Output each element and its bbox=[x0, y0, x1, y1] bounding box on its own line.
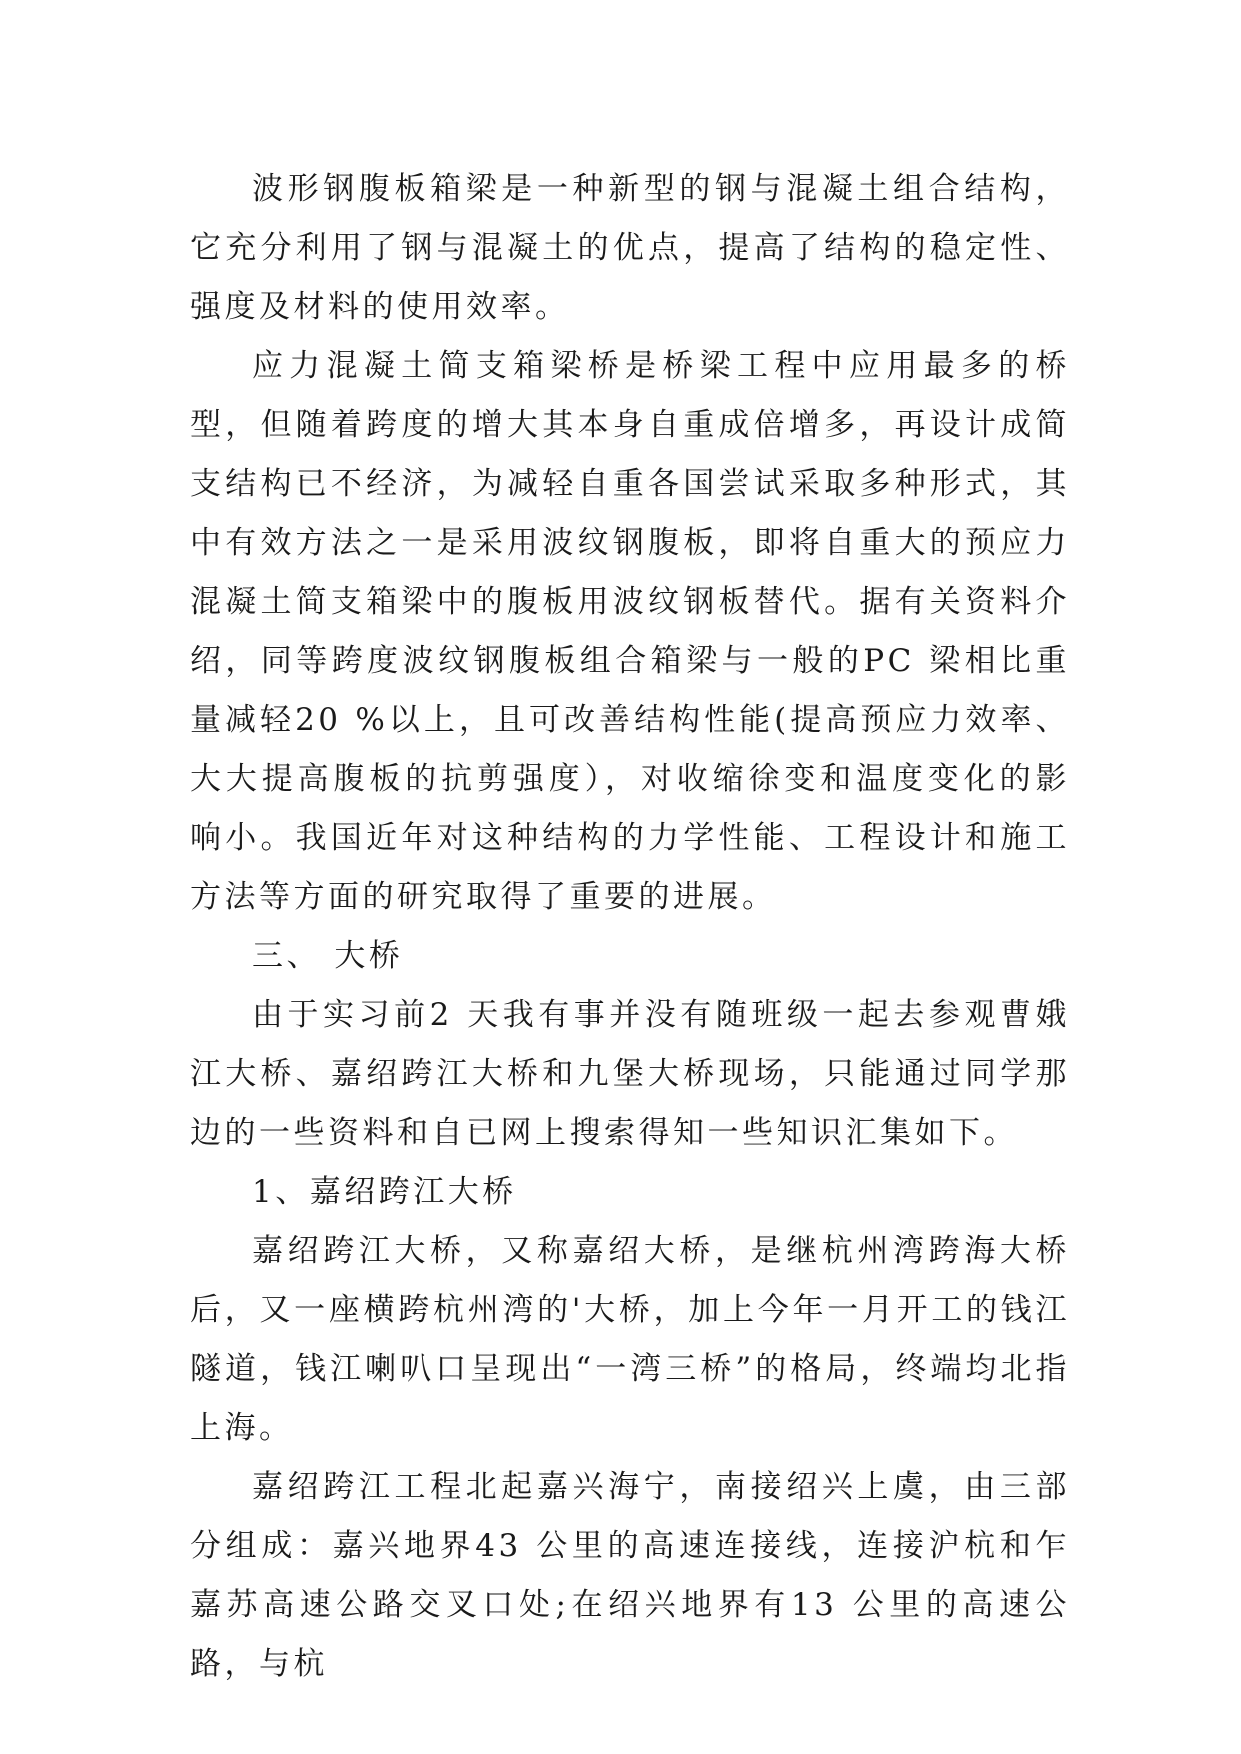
subheading-jiashao-bridge: 1、嘉绍跨江大桥 bbox=[252, 1174, 517, 1210]
section-heading-bridges: 三、 大桥 bbox=[252, 938, 404, 974]
paragraph-jiashao-route: 嘉绍跨江工程北起嘉兴海宁，南接绍兴上虞，由三部分组成：嘉兴地界43 公里的高速连接线，连接沪杭和乍嘉苏高速公路交叉口处;在绍兴地界有13 公里的高速公路，与杭 bbox=[190, 1469, 1070, 1682]
document-body bbox=[190, 160, 1070, 1694]
paragraph-corrugated-steel-web: 波形钢腹板箱梁是一种新型的钢与混凝土组合结构，它充分利用了钢与混凝土的优点，提高了结构的稳定性、强度及材料的使用效率。 bbox=[190, 171, 1070, 325]
paragraph-prestressed-box-girder: 应力混凝土简支箱梁桥是桥梁工程中应用最多的桥型，但随着跨度的增大其本身自重成倍增多，再设计成简支结构已不经济，为减轻自重各国尝试采取多种形式，其中有效方法之一是采用波纹钢腹板，即将自重大的预应力混凝土简支箱梁中的腹板用波纹钢板替代。据有关资料介绍，同等跨度波纹钢腹板组合箱梁与一般的PC 梁相比重量减轻20 %以上，且可改善结构性能(提高预应力效率、大大提高腹板的抗剪强度），对收缩徐变和温度变化的影响小。我国近年对这种结构的力学性能、工程设计和施工方法等方面的研究取得了重要的进展。 bbox=[190, 348, 1070, 915]
paragraph-jiashao-intro: 嘉绍跨江大桥，又称嘉绍大桥，是继杭州湾跨海大桥后，又一座横跨杭州湾的'大桥，加上今年一月开工的钱江隧道，钱江喇叭口呈现出“一湾三桥”的格局，终端均北指上海。 bbox=[190, 1233, 1070, 1446]
paragraph-internship-note: 由于实习前2 天我有事并没有随班级一起去参观曹娥江大桥、嘉绍跨江大桥和九堡大桥现场，只能通过同学那边的一些资料和自已网上搜索得知一些知识汇集如下。 bbox=[190, 997, 1070, 1151]
